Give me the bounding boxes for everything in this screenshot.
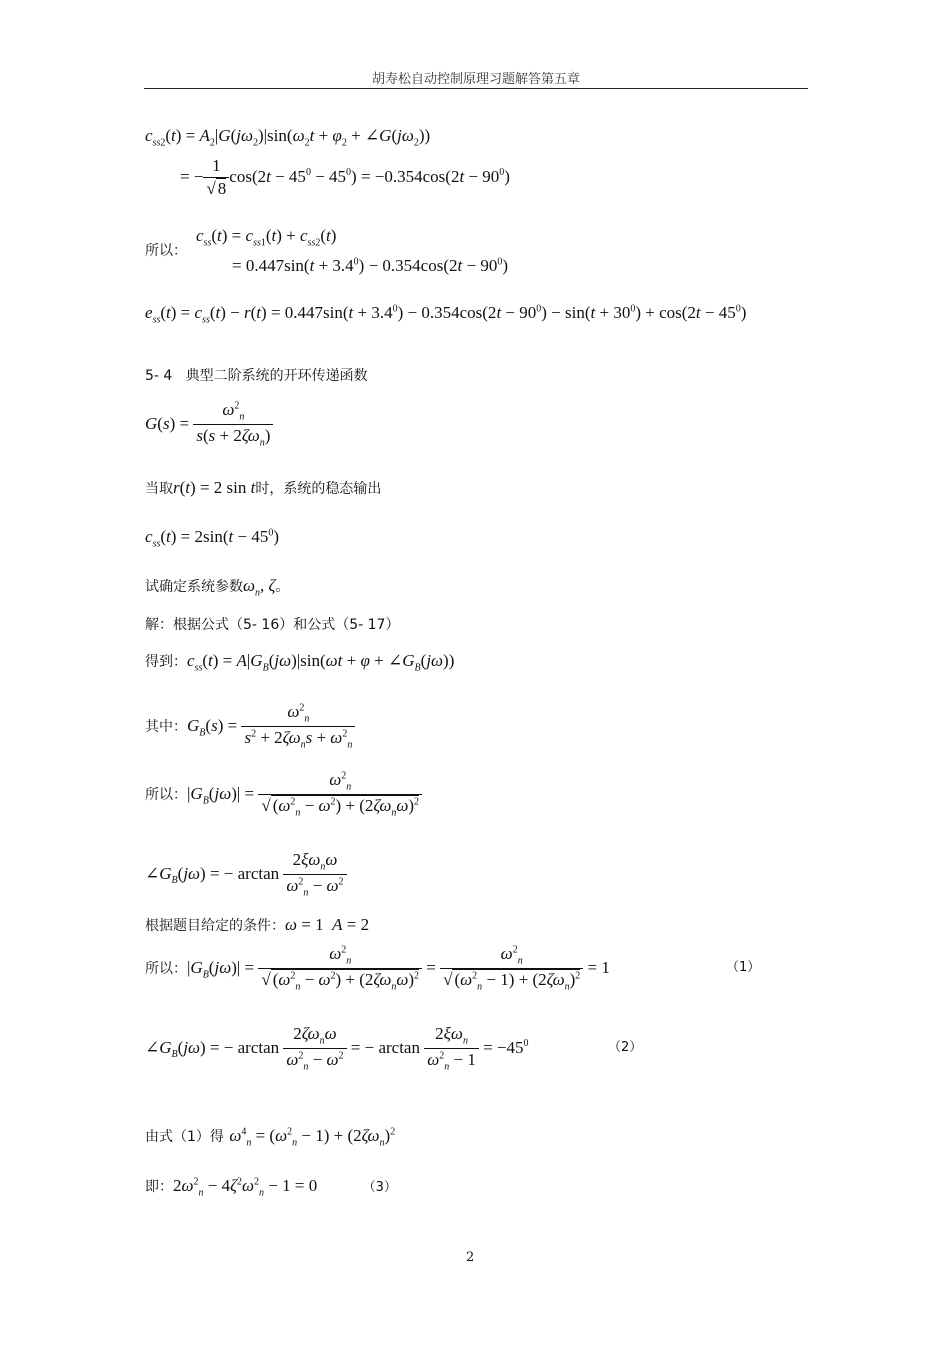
- problem-text: 典型二阶系统的开环传递函数: [185, 368, 368, 384]
- from1-label: 由式（1）得: [145, 1129, 224, 1145]
- determine-prefix: 试确定系统参数: [145, 579, 243, 595]
- when-prefix: 当取: [145, 481, 173, 497]
- from1-line: [145, 1126, 395, 1149]
- solution-line: 解：根据公式（5- 16）和公式（5- 17）: [145, 617, 400, 633]
- equation-number-2: （2）: [608, 1040, 643, 1055]
- page-header-title: 胡寿松自动控制原理习题解答第五章: [371, 72, 580, 87]
- equation-phase-2: $\angle G_B(j\omega)$ = − arctan $\frac{2\zeta\omega_n\omega}{\omega^2_n - \omega^2}$ = − arctan $\frac{2\xi\omega_n}{\omega^2_n - 1}$ = $-45^0$: [145, 1024, 529, 1073]
- equation-omega4: $\omega^4_n = (\omega^2_n - 1) + (2\zeta\omega_n)^2$: [229, 1126, 396, 1149]
- eq1-line: [145, 944, 610, 994]
- page-number: 2: [466, 1250, 475, 1265]
- label-suoyi-2: 所以：: [145, 786, 187, 803]
- equation-3: $2\omega^2_n - 4\zeta^2\omega^2_n - 1 = 0$: [173, 1176, 318, 1199]
- get-label: 得到：: [145, 654, 187, 670]
- equation-css-sum-line1: $c_{ss}(t) = c_{ss1}(t) + c_{ss2}(t)$: [196, 226, 337, 249]
- where-label: 其中：: [145, 718, 187, 735]
- problem-number: 5- 4: [145, 368, 173, 384]
- get-line: [145, 651, 454, 674]
- when-line: [145, 478, 381, 498]
- equation-magnitude-1: $|G_B(j\omega)|$ = $\frac{\omega^2_n}{√ (\omega^2_n - \omega^2) + (2\zeta\omega_n\omega)^2}$ = $\frac{\omega^2_n}{√ (\omega^2_n - 1) + (2\zeta\omega_n)^2}$ = 1: [187, 944, 610, 993]
- determine-line: [145, 576, 289, 599]
- magnitude-line: [145, 770, 422, 820]
- condition-text: 根据题目给定的条件：: [145, 918, 285, 934]
- where-line: [145, 702, 355, 752]
- equation-css-sum-line2: = $0.447\sin(t + 3.4^0) - 0.354\cos(2t - 90^0)$: [232, 256, 508, 275]
- equation-open-loop-tf: G(s) = $\frac{\omega^2_n}{s(s + 2\zeta\omega_n)}$: [145, 400, 273, 450]
- equation-css-general: $c_{ss}(t) = A|G_B(j\omega)|\sin(\omega t + \varphi$ + $\angle G_B(j\omega)$): [187, 651, 455, 674]
- problem-heading: [145, 368, 368, 385]
- equation-magnitude: $|G_B(j\omega)|$ = $\frac{\omega^2_n}{√ (\omega^2_n - \omega^2) + (2\zeta\omega_n\omega)^2}$: [187, 784, 422, 803]
- equation-number-3: （3）: [362, 1180, 397, 1195]
- condition-line: [145, 915, 369, 935]
- equation-ess: $e_{ss}(t) = c_{ss}(t) - r(t) = 0.447\sin(t + 3.4^0) - 0.354\cos(2t - 90^0) - \sin(t + 30^0) + \cos(2t - 45^0)$: [145, 303, 747, 326]
- equation-closed-loop-tf: $G_B(s)$ = $\frac{\omega^2_n}{s^2 + 2\zeta\omega_ns + \omega^2_n}$: [187, 716, 355, 735]
- when-expr: r(t) = 2 sin t: [173, 478, 256, 497]
- equation-css2-line1: $c_{ss2}(t) = A_2|G(j\omega_2)|\sin(\omega_2t + \varphi_2$ + $\angle G(j\omega_2)$): [145, 126, 431, 149]
- when-suffix: 时，系统的稳态输出: [255, 481, 382, 497]
- equation-phase: $\angle G_B(j\omega)$ = − arctan $\frac{2\xi\omega_n\omega}{\omega^2_n - \omega^2}$: [145, 850, 347, 900]
- equation-css2-line2: = − $\frac{1}{√ 8}$ $\cos(2t - 45^0 - 45^0) = -0.354\cos(2t - 90^0)$: [180, 156, 510, 199]
- determine-suffix: 。: [275, 579, 290, 595]
- ie-line: [145, 1176, 397, 1199]
- equation-css-given: $c_{ss}(t) = 2\sin(t - 45^0)$: [145, 527, 279, 550]
- ie-label: 即：: [145, 1179, 173, 1195]
- determine-expr: $\omega_n$, ζ: [243, 576, 276, 599]
- label-suoyi-3: 所以：: [145, 960, 187, 977]
- condition-expr: ω = 1 A = 2: [285, 915, 370, 934]
- equation-number-1: （1）: [726, 960, 761, 975]
- header-rule: [144, 88, 808, 89]
- label-suoyi-1: 所以：: [145, 243, 187, 259]
